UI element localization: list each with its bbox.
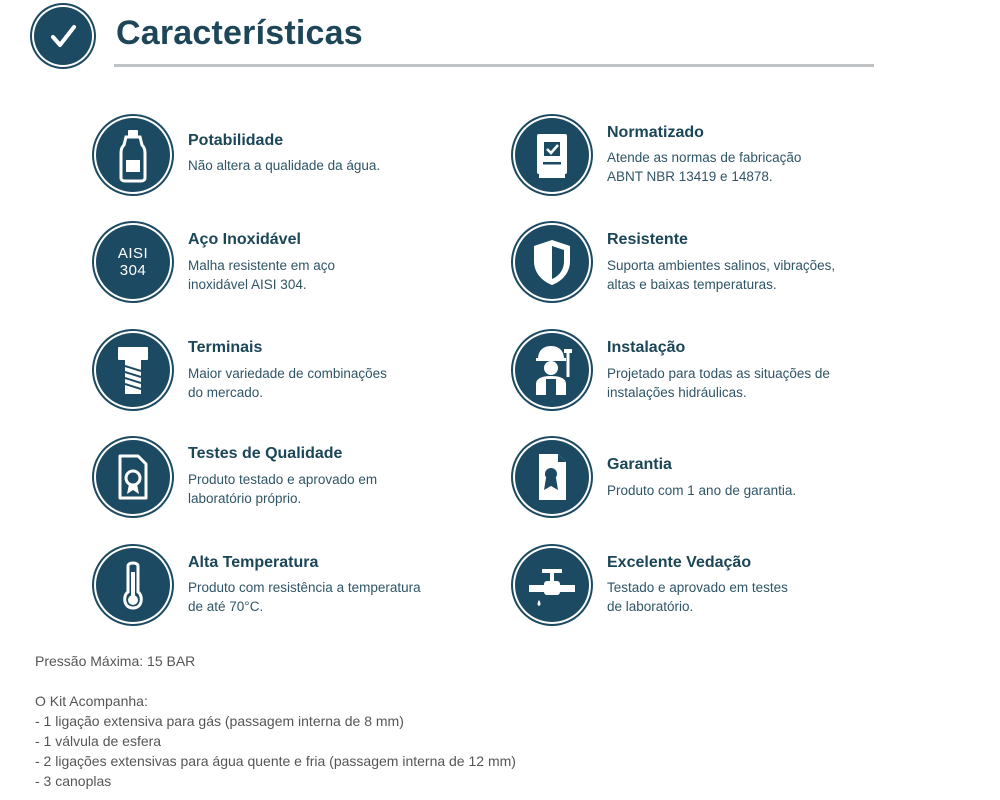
aisi-icon-label: AISI: [117, 245, 149, 262]
thermometer-icon: [96, 548, 170, 622]
shield-icon: [515, 225, 589, 299]
feature-description-line-2: de laboratório.: [607, 599, 694, 614]
kit-heading: O Kit Acompanha:: [35, 693, 148, 709]
plumber-icon: [515, 333, 589, 407]
valve-icon: [515, 548, 589, 622]
feature-description-line-2: laboratório próprio.: [188, 491, 302, 506]
feature-description: Não altera a qualidade da água.: [188, 158, 381, 173]
feature-description-line-1: Suporta ambientes salinos, vibrações,: [607, 258, 836, 273]
feature-title: Terminais: [188, 339, 263, 356]
bolt-icon: [96, 333, 170, 407]
kit-item: - 1 válvula de esfera: [35, 733, 162, 749]
feature-title: Testes de Qualidade: [188, 445, 343, 462]
certified-book-icon: [515, 118, 589, 192]
feature-title: Garantia: [607, 456, 672, 473]
aisi-icon-number: 304: [119, 262, 147, 279]
quality-certificate-icon: [96, 440, 170, 514]
aisi-304-icon: [96, 225, 170, 299]
feature-title: Resistente: [607, 231, 688, 248]
feature-description-line-1: Projetado para todas as situações de: [607, 366, 830, 381]
feature-description-line-2: inoxidável AISI 304.: [188, 277, 307, 292]
feature-description-line-2: altas e baixas temperaturas.: [607, 277, 777, 292]
feature-description-line-1: Produto testado e aprovado em: [188, 472, 378, 487]
water-bottle-icon: [96, 118, 170, 192]
product-notes: [35, 651, 516, 791]
feature-description-line-1: Testado e aprovado em testes: [607, 580, 788, 595]
spacer: [35, 671, 516, 691]
feature-description-line-2: do mercado.: [188, 385, 264, 400]
page-title: Características: [116, 14, 363, 52]
feature-description: Produto com 1 ano de garantia.: [607, 483, 797, 498]
feature-description-line-2: ABNT NBR 13419 e 14878.: [607, 169, 773, 184]
kit-item: - 2 ligações extensivas para água quente e fria (passagem interna de 12 mm): [35, 753, 516, 769]
feature-description-line-1: Produto com resistência a temperatura: [188, 580, 421, 595]
kit-item: - 3 canoplas: [35, 773, 112, 789]
feature-title: Instalação: [607, 339, 686, 356]
checkmark-icon: [34, 7, 92, 65]
feature-description-line-1: Malha resistente em aço: [188, 258, 336, 273]
feature-title: Potabilidade: [188, 132, 284, 149]
feature-description-line-2: instalações hidráulicas.: [607, 385, 747, 400]
feature-description-line-1: Atende as normas de fabricação: [607, 150, 802, 165]
feature-description-line-1: Maior variedade de combinações: [188, 366, 387, 381]
feature-title: Normatizado: [607, 124, 704, 141]
kit-item: - 1 ligação extensiva para gás (passagem interna de 8 mm): [35, 713, 404, 729]
feature-description-line-2: de até 70°C.: [188, 599, 264, 614]
feature-title: Alta Temperatura: [188, 554, 319, 571]
warranty-document-icon: [515, 440, 589, 514]
feature-title: Aço Inoxidável: [188, 231, 301, 248]
feature-title: Excelente Vedação: [607, 554, 752, 571]
title-divider: [114, 64, 874, 67]
max-pressure: Pressão Máxima: 15 BAR: [35, 653, 196, 669]
